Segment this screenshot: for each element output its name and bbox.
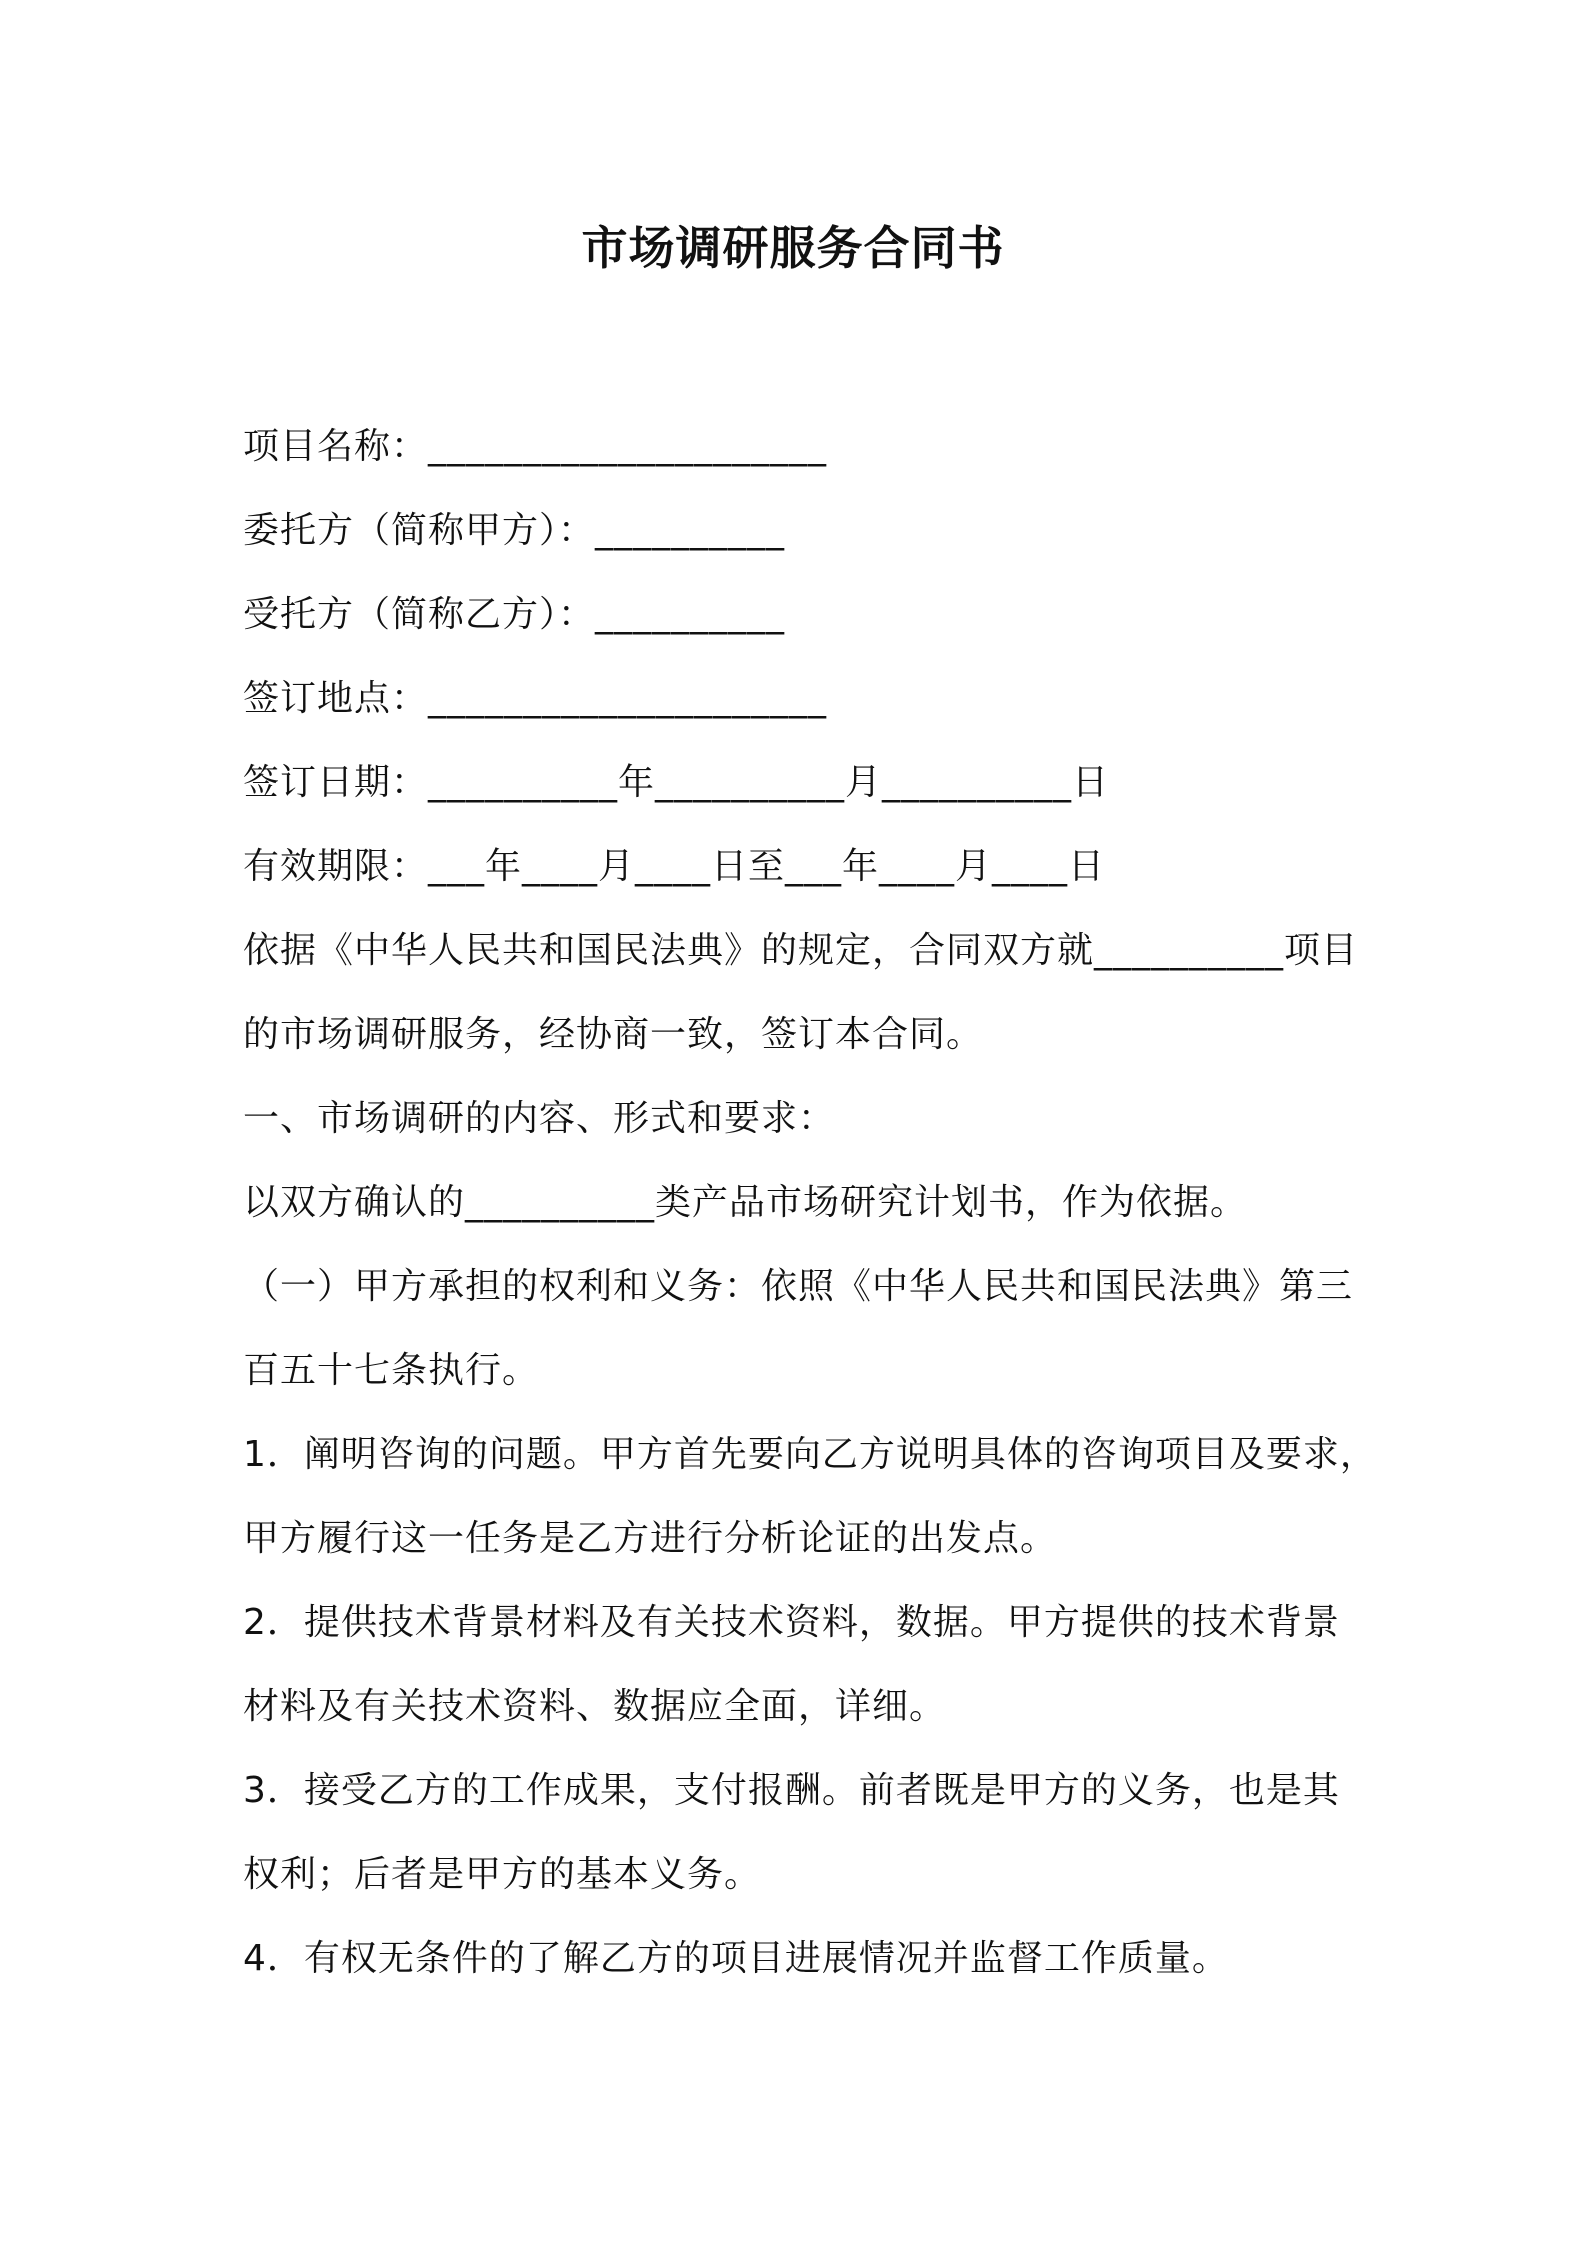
field-client-party-a: 委托方（简称甲方）：__________ bbox=[243, 510, 786, 551]
clause-2-line-2: 材料及有关技术资料、数据应全面，详细。 bbox=[243, 1686, 947, 1727]
clause-1-line-2: 甲方履行这一任务是乙方进行分析论证的出发点。 bbox=[243, 1518, 1058, 1559]
field-contractor-party-b: 受托方（简称乙方）：__________ bbox=[243, 594, 786, 635]
document-title: 市场调研服务合同书 bbox=[581, 221, 1005, 275]
clause-1-line-1: 1．阐明咨询的问题。甲方首先要向乙方说明具体的咨询项目及要求， bbox=[243, 1434, 1377, 1475]
paragraph-basis-line-2: 的市场调研服务，经协商一致，签订本合同。 bbox=[243, 1014, 984, 1055]
field-signing-date: 签订日期：__________年__________月__________日 bbox=[243, 762, 1110, 803]
clause-3-line-2: 权利；后者是甲方的基本义务。 bbox=[243, 1854, 762, 1895]
field-validity-period: 有效期限：___年____月____日至___年____月____日 bbox=[243, 846, 1106, 887]
subsection-heading-1-line-1: （一）甲方承担的权利和义务：依照《中华人民共和国民法典》第三 bbox=[243, 1266, 1354, 1307]
clause-4: 4．有权无条件的了解乙方的项目进展情况并监督工作质量。 bbox=[243, 1938, 1229, 1979]
clause-3-line-1: 3．接受乙方的工作成果，支付报酬。前者既是甲方的义务，也是其 bbox=[243, 1770, 1340, 1811]
field-project-name: 项目名称：_____________________ bbox=[243, 426, 828, 467]
subsection-heading-1-line-2: 百五十七条执行。 bbox=[243, 1350, 540, 1391]
clause-2-line-1: 2．提供技术背景材料及有关技术资料，数据。甲方提供的技术背景 bbox=[243, 1602, 1340, 1643]
paragraph-basis-line-1: 依据《中华人民共和国民法典》的规定，合同双方就__________项目 bbox=[243, 930, 1359, 971]
section-heading-1: 一、市场调研的内容、形式和要求： bbox=[243, 1098, 836, 1139]
document-body bbox=[243, 405, 1383, 2001]
paragraph-plan-basis: 以双方确认的__________类产品市场研究计划书，作为依据。 bbox=[243, 1182, 1248, 1223]
field-signing-place: 签订地点：_____________________ bbox=[243, 678, 828, 719]
